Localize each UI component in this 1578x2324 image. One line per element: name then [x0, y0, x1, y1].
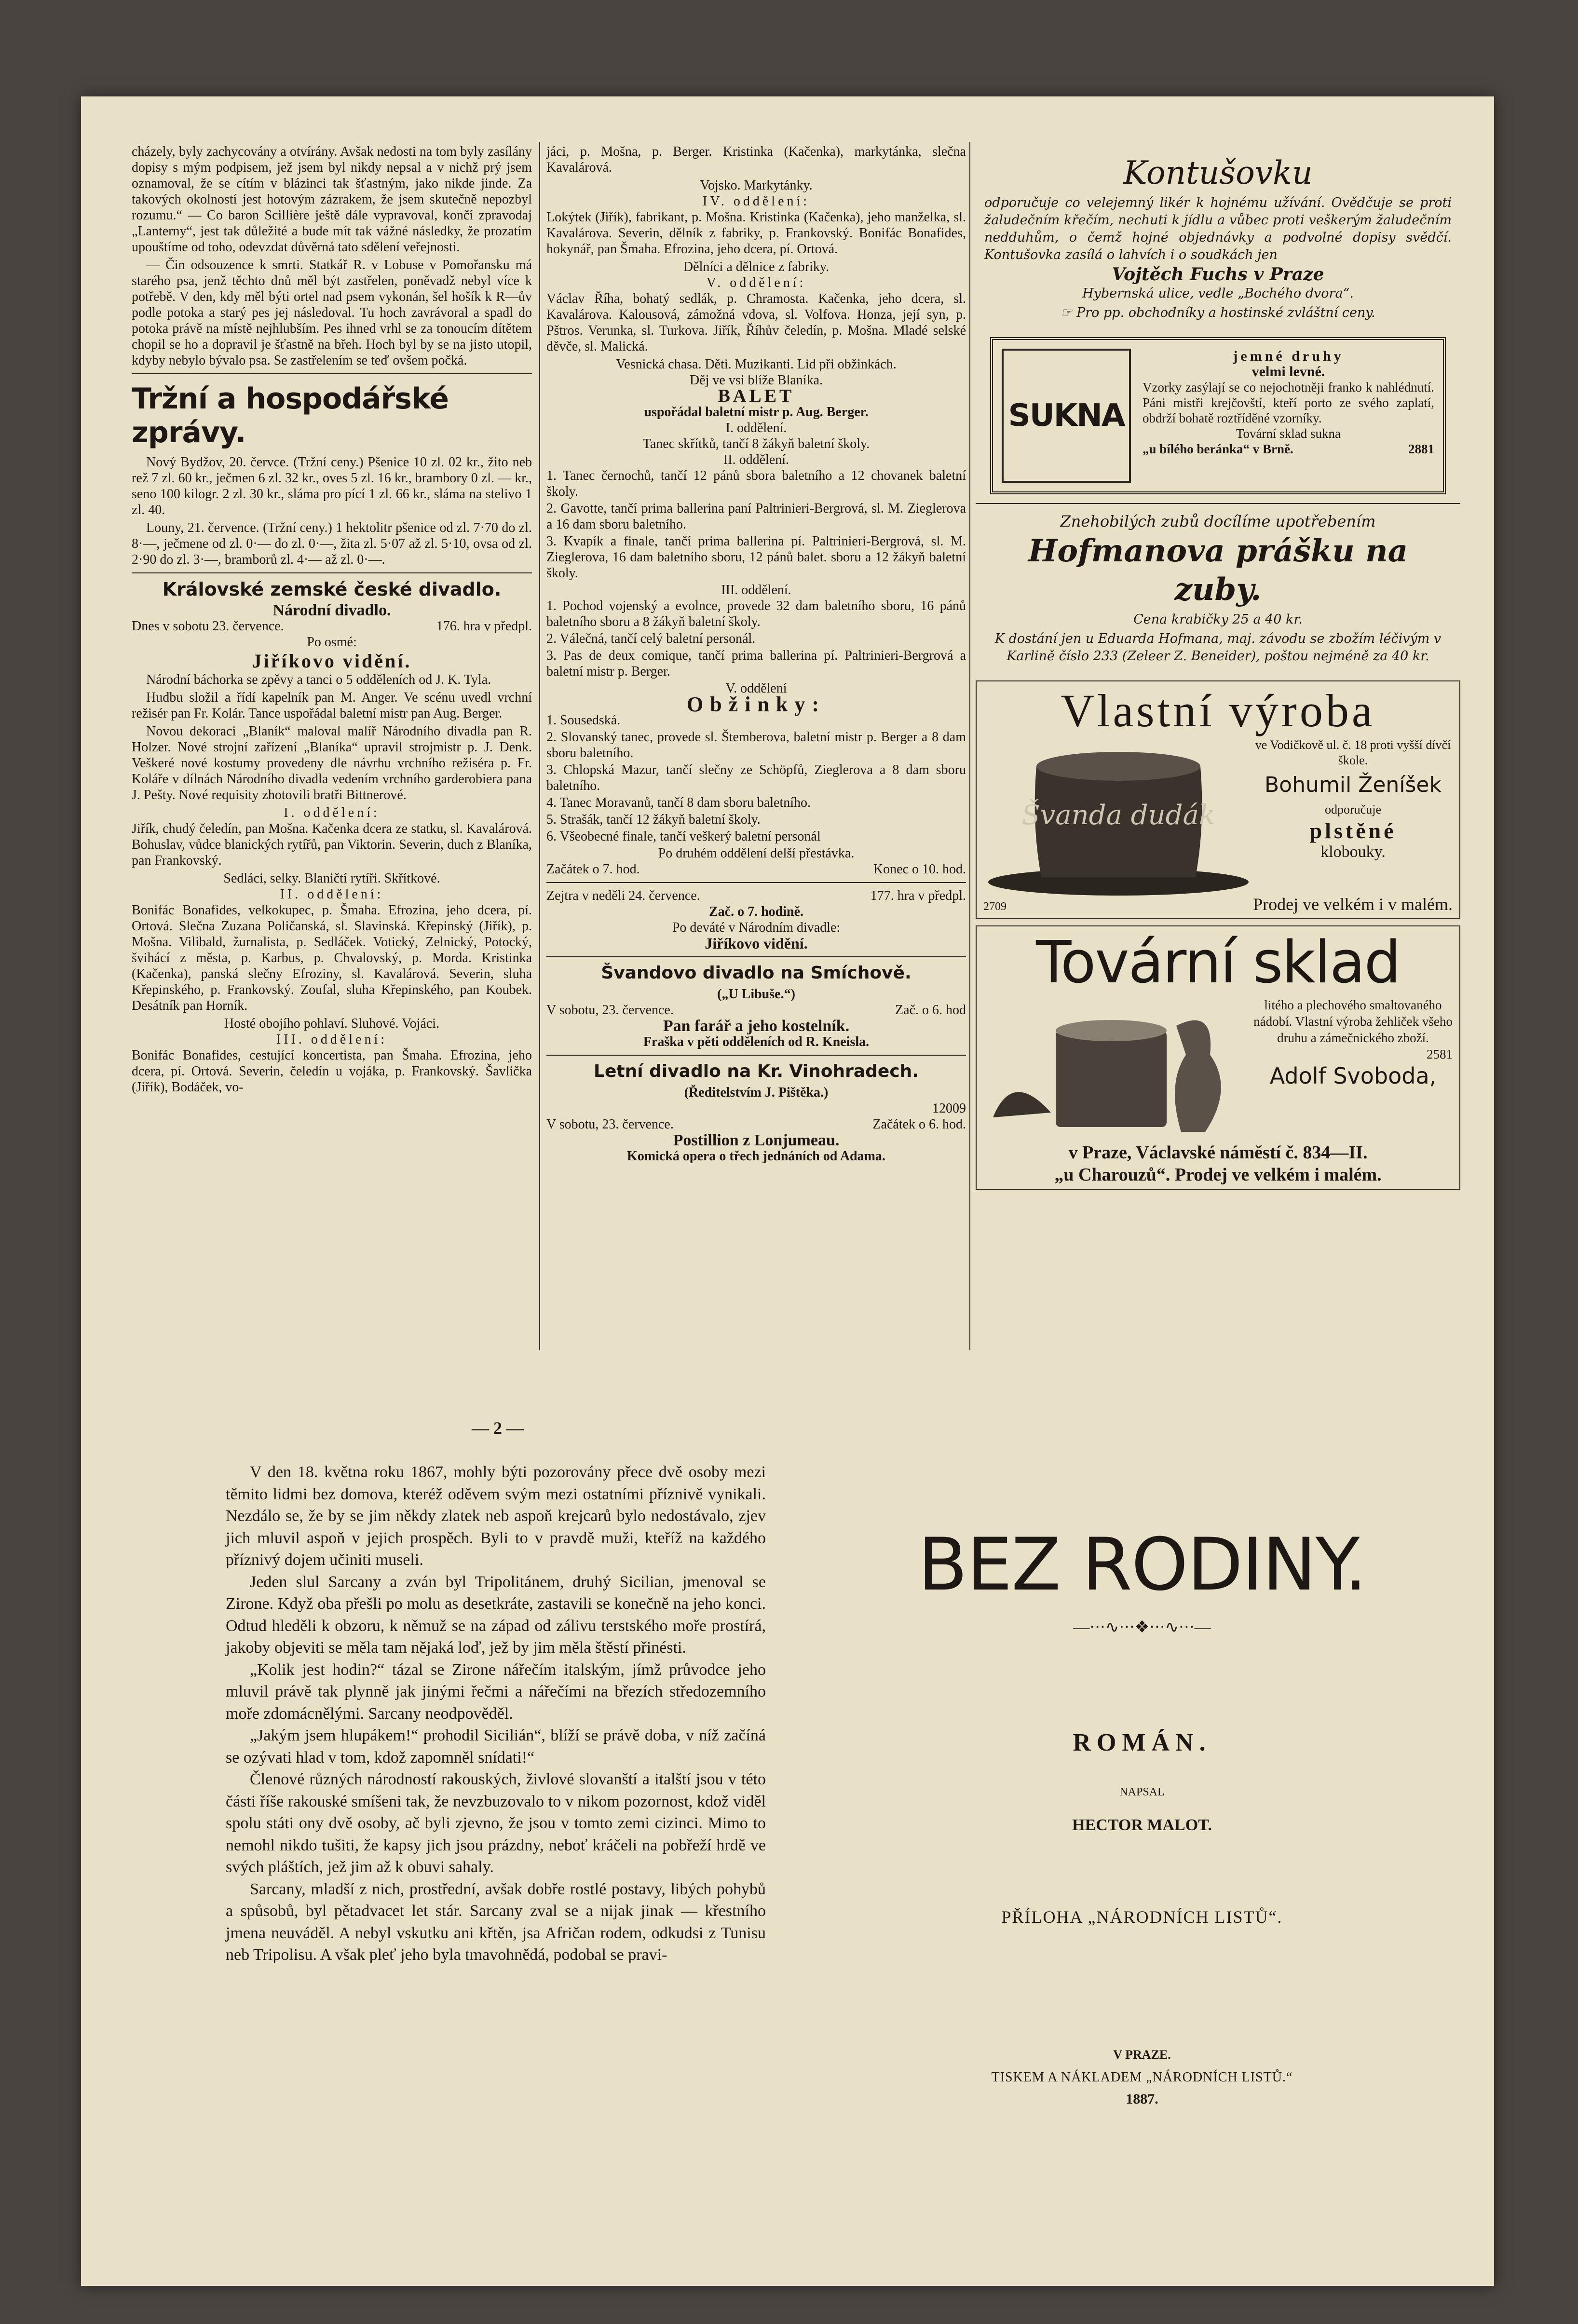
- intermission-note: Po druhém oddělení delší přestávka.: [658, 846, 855, 861]
- ad-svoboda-body: [983, 997, 1453, 1142]
- ad-sukna-addr-row: [1143, 441, 1434, 457]
- act-4-extras: Dělníci a dělnice z fabriky.: [683, 259, 830, 274]
- market-heading: Tržní a hospodářské zprávy.: [132, 382, 449, 449]
- ballet-act-3: III. oddělení.: [721, 583, 791, 598]
- novel-paragraph: „Jakým jsem hlupákem!“ prohodil Sicilián“, blíží se právě doba, v níž začíná se ozývati hlad v tom, kdož zapomněl snídati!“: [226, 1726, 766, 1767]
- novel-paragraph: Sarcany, mladší z nich, prostřední, avšak dobře rostlé postavy, libých pohybů a spůsobů, byl pětadvacet let stár. Sarcany zval se a nijak jinak — křestního jmena neuváděl. A nebyl vskutku ani křtěn, jsa Afričan rodem, odkudsi z Tunisu neb Tripolisu. A však pleť jeho byla tmavohnědá, podobal se pravi-: [226, 1880, 766, 1964]
- act-1-cast: Jiřík, chudý čeledín, pan Mošna. Kačenka dcera ze statku, sl. Kavalárová. Bohuslav, vůdce blanických rytířů, pan Viktorin. Severin, duch z Blaníka, pan Frankovský.: [132, 821, 532, 868]
- ad-svoboda-text-wrap: [1253, 997, 1453, 1142]
- act-3-cast: Bonifác Bonafides, cestující koncertista, pan Šmaha. Efrozina, jeho dcera, pí. Ortová. Severin, čeledín u vojáka, p. Frankovský. Šavlička (Jiřík), Bodáček, vo-: [132, 1048, 532, 1095]
- newspaper-sheet: [81, 96, 1494, 2286]
- divider: [546, 956, 966, 957]
- ad-zenisek-addr: ve Vodičkově ul. č. 18 proti vyšší dívčí škole.: [1255, 738, 1451, 767]
- ad-svoboda-no: 2581: [1427, 1047, 1453, 1061]
- play-setting: Děj ve vsi blíže Blaníka.: [689, 373, 823, 388]
- letni-date: V sobotu, 23. července.: [546, 1117, 674, 1132]
- novel-page: [226, 1461, 766, 1966]
- ballet-item: 5. Strašák, tančí 12 žákyň baletní školy.: [546, 812, 761, 827]
- ad-zenisek-item: plstěné: [1309, 818, 1397, 843]
- act-3-heading: III. oddělení:: [276, 1032, 388, 1047]
- tomorrow-perf-no: 177. hra v předpl.: [870, 888, 966, 903]
- tomorrow-start: Zač. o 7. hodině.: [708, 904, 804, 919]
- supplement-note: PŘÍLOHA „NÁRODNÍCH LISTŮ“.: [1001, 1907, 1283, 1927]
- letni-date-row: [546, 1116, 966, 1132]
- ballet-item: Tanec skřítků, tančí 8 žákyň baletní školy.: [642, 436, 870, 451]
- act-1-heading: I. oddělení:: [284, 805, 380, 820]
- ad-zenisek-item2: klobouky.: [1320, 843, 1386, 861]
- ballet-subheading: uspořádal baletní mistr p. Aug. Berger.: [644, 405, 869, 420]
- start-time: Začátek o 7. hod.: [546, 862, 640, 877]
- ad-zenisek-foot: Prodej ve velkém i v malém.: [1253, 895, 1453, 914]
- market-report-bydzov: Nový Bydžov, 20. červce. (Tržní ceny.) Pšenice 10 zl. 02 kr., žito neb rež 7 zl. 60 kr., ječmen 6 zl. 32 kr., oves 5 zl. 16 kr., brambory 0 zl. — kr., seno 100 kilogr. 2 zl. 30 kr., sláma pro pící 1 zl. 66 kr., sláma na stelivo 1 zl. 40.: [132, 455, 532, 517]
- ad-sukna-firm: Tovární sklad sukna: [1236, 426, 1341, 441]
- divider: [546, 882, 966, 883]
- ballet-item: 2. Válečná, tančí celý baletní personál.: [546, 631, 756, 646]
- ad-svoboda-addr2: „u Charouzů“. Prodej ve velkém i malém.: [1054, 1165, 1382, 1185]
- divider: [132, 572, 532, 573]
- ads-column: [976, 147, 1460, 1196]
- ad-sukna-body: [1143, 349, 1434, 483]
- ballet-act-2: II. oddělení.: [723, 452, 789, 467]
- act-5-cast: Václav Říha, bohatý sedlák, p. Chramosta. Kačenka, jeho dcera, sl. Kavalárova. Kalousová, zámožná vdova, sl. Volfova. Honza, její syn, p. Pštros. Verunka, sl. Turkova. Jiřík, Říhův čeledín, p. Mošna. Mladé selské děvče, sl. Malická.: [546, 291, 966, 354]
- novel-paragraph: Jeden slul Sarcany a zván byl Tripolitánem, druhý Sicilian, jmenoval se Zirone. Když oba přešli po molu as desetkráte, zastavili se konečně na jeho konci. Odtud hleděli k obzoru, k němuž se na západ od zálivu terstského moře prostírá, jakoby objeviti se měla tam nějaká loď, jež by jim měla štěstí přinésti.: [226, 1573, 766, 1657]
- theatre-perf-no: 176. hra v předpl.: [436, 619, 532, 634]
- ballet-list-2: [546, 468, 966, 581]
- ad-hofman: [976, 503, 1460, 674]
- ad-sukna-h2: velmi levné.: [1252, 364, 1325, 380]
- svanda-date: V sobotu, 23. července.: [546, 1003, 674, 1018]
- tomorrow-note: Po deváté v Národním divadle:: [672, 920, 841, 935]
- page-number: — 2 —: [472, 1418, 524, 1438]
- ad-kontusovka-firm: Vojtěch Fuchs v Praze: [1112, 264, 1324, 285]
- svanda-time: Zač. o 6. hod: [895, 1003, 966, 1018]
- play-desc-1: Národní báchorka se zpěvy a tanci o 5 odděleních od J. K. Tyla.: [146, 672, 491, 687]
- act-2-extras: Hosté obojího pohlaví. Sluhové. Vojáci.: [224, 1016, 440, 1031]
- cookware-illustration: [983, 997, 1253, 1142]
- ballet-item: 3. Pas de deux comique, tančí prima ballerina pí. Paltrinieri-Bergrová a baletní mistr p. Berger.: [546, 648, 966, 679]
- ad-sukna-text: Vzorky zasýlají se co nejochotněji franko k nahlédnutí. Páni mistři krejčovští, kteří porto ze svého zaplatí, obdrží bohatě roztříděné vzorníky.: [1143, 380, 1434, 425]
- column-rule: [539, 142, 540, 1350]
- act-4-heading: IV. oddělení:: [702, 194, 810, 209]
- ballet-item: 6. Všeobecné finale, tančí veškerý baletní personál: [546, 829, 821, 844]
- theatre-heading: Královské zemské české divadlo.: [162, 579, 502, 600]
- imprint-year: 1887.: [1126, 2091, 1158, 2107]
- ad-hofman-text: K dostání jen u Eduarda Hofmana, maj. závodu se zbožím léčivým v Karlině číslo 233 (Zeleer Z. Beneider), poštou nejméně za 40 kr.: [994, 631, 1442, 664]
- letni-heading: Letní divadlo na Kr. Vinohradech.: [594, 1061, 919, 1081]
- ad-svoboda: [976, 925, 1460, 1190]
- ballet-item: 1. Pochod vojenský a evolnce, provede 32 dam baletního sboru, 16 pánů baletního sboru a 8 žákyň baletní školy.: [546, 598, 966, 629]
- pointing-hand-icon: ☞: [1061, 305, 1077, 320]
- svanda-desc: Fraška v pěti odděleních od R. Kneisla.: [643, 1034, 870, 1049]
- theatre-time: Po osmé:: [307, 635, 357, 650]
- novel-title-page: [853, 1524, 1431, 2107]
- novel-author: HECTOR MALOT.: [1072, 1816, 1212, 1834]
- tomorrow-row: [546, 888, 966, 904]
- theatre-date: Dnes v sobotu 23. července.: [132, 619, 284, 634]
- act-5-extras: Vesnická chasa. Děti. Muzikanti. Lid při obžinkách.: [616, 357, 897, 372]
- svanda-heading: Švandovo divadlo na Smíchově.: [601, 963, 911, 983]
- svanda-date-row: [546, 1002, 966, 1018]
- theatre-subheading: Národní divadlo.: [272, 601, 391, 619]
- divider: [546, 1055, 966, 1056]
- letni-number: 12009: [932, 1101, 966, 1116]
- ad-svoboda-title: Tovární sklad: [1036, 929, 1400, 996]
- act-1-extras: Sedláci, selky. Blaničtí rytíři. Skřítkové.: [223, 871, 440, 886]
- act-2-cast: Bonifác Bonafides, velkokupec, p. Šmaha. Efrozina, jeho dcera, pí. Ortová. Slečna Zuzana Poličanská, sl. Slavinská. Křepinský (Jiřík), p. Mošna. Vilibald, žurnalista, p. Sedláček. Votický, Zelnický, Potocký, švihácí z města, p. Karbus, p. Chvalovský, p. Morda. Kristinka (Kačenka), panská slečny Efroziny, sl. Kavalárová. Severin, sluha Křepinského, p. Frankovský. Zoufal, sluha Křepinského, pan Koubek. Desátník pan Horník.: [132, 903, 532, 1013]
- act-2-heading: II. oddělení:: [280, 887, 384, 902]
- tomorrow-date: Zejtra v neděli 24. července.: [546, 888, 700, 903]
- ad-sukna: [990, 337, 1446, 494]
- ad-zenisek-body: [983, 737, 1453, 897]
- ad-kontusovka-addr: Hybernská ulice, vedle „Bochého dvora“.: [1082, 286, 1354, 301]
- letni-title: Postillion z Lonjumeau.: [673, 1131, 840, 1149]
- ad-hofman-pre: Znehobilých zubů docílíme upotřebením: [1060, 512, 1376, 530]
- ballet-act-5: V. oddělení: [725, 681, 787, 696]
- ad-svoboda-firm: Adolf Svoboda,: [1269, 1063, 1437, 1089]
- novel-title: BEZ RODINY.: [918, 1523, 1366, 1607]
- novel-paragraph: Členové různých národností rakouských, živlové slovanští a italští jsou v této části říše rakouské smíšeni tak, že nevzbuzovalo to v nikom pozornost, kdož viděl spolu státi ony dvě osoby, ač byli zjevno, že jsou v tomto zemi cizinci. Mimo to nemohl nikdo tušiti, že kapsy jich jsou prázdny, neboť kráčeli na pobřeží hrdě ve svých pláštích, jež jim až k obuvi sahaly.: [226, 1770, 766, 1876]
- divider: [132, 373, 532, 374]
- ad-zenisek-title: Vlastní výroba: [1061, 685, 1375, 736]
- ballet-item: 2. Slovanský tanec, provede sl. Štemberova, baletní mistr p. Berger a 8 dam sboru baletního.: [546, 730, 966, 761]
- ballet-item: 1. Tanec černochů, tančí 12 pánů sbora baletního a 12 chovanek baletní školy.: [546, 468, 966, 499]
- ad-sukna-no: 2881: [1408, 442, 1434, 456]
- play-desc-3: Novou dekoraci „Blaník“ maloval malíř Národního divadla pan R. Holzer. Nové strojní zařízení „Blaníka“ upravil strojmistr p. J. Denk. Veškeré nové kostumy provedeny dle návrhu vrchního režiséra p. Fr. Koláře v dílnách Národního divadla vedením vrchního garderobiera pana J. Pešty. Nové requisity zhotovili bratři Bittnerové.: [132, 724, 532, 802]
- ad-zenisek-foot-row: [983, 897, 1453, 915]
- svanda-subheading: („U Libuše.“): [717, 987, 795, 1002]
- ad-svoboda-text: litého a plechového smaltovaného nádobí. Vlastní výroba žehliček všeho druhu a zámečnického zboží.: [1253, 998, 1453, 1045]
- ad-hofman-title: Hofmanova prášku na zuby.: [1028, 533, 1408, 608]
- novel-by: NAPSAL: [1119, 1786, 1165, 1798]
- play-desc-2: Hudbu složil a řídí kapelník pan M. Anger. Ve scénu uvedl vrchní režisér pan Fr. Kolár. Tance uspořádal baletní mistr pan Aug. Berger.: [132, 690, 532, 721]
- novel-paragraph: V den 18. května roku 1867, mohly býti pozorovány přece dvě osoby mezi těmito lidmi bez domova, kteréž oděvem svým mezi ostatními příznivě vynikali. Nezdálo se, že by se jim někdy zlatek neb aspoň krejcarů bylo nedostávalo, zjev jich mluvil aspoň v jejich prospěch. Byli to v pravdě muži, kteříž na každého příznivý dojem učiniti museli.: [226, 1463, 766, 1569]
- letni-desc: Komická opera o třech jednáních od Adama.: [627, 1149, 885, 1164]
- article-dog: — Čin odsouzence k smrti. Statkář R. v Lobuse v Pomořansku má starého psa, jenž těchto dnů měl být zastřelen, poněvadž nebyl více k potřebě. V den, kdy měl býti ortel nad psem vykonán, šel hošík k R—ův podle potoka a starý pes jej následoval. Tu hoch zavrávoral a spadl do potoka právě na místě nejhlubším. Pes ihned vrhl se za tonoucím dítětem chopil se ho a dopravil je šťastně na břeh. Hoch byl by se na jisto utopil, kdyby nebylo bývalo psa. Se zastřelením se teď ovšem počká.: [132, 258, 532, 368]
- ad-zenisek-text: [1253, 737, 1453, 897]
- market-report-louny: Louny, 21. července. (Tržní ceny.) 1 hektolitr pšenice od zl. 7·70 do zl. 8·—, ječmene od zl. 0·— do zl. 0·—, žita zl. 5·07 až zl. 5·10, ovsa od zl. 2·90 do zl. 3·—, bramborů zl. 4·— až zl. 0·—.: [132, 520, 532, 567]
- ballet-list-3: [546, 598, 966, 680]
- imprint-city: V PRAZE.: [1113, 2048, 1171, 2062]
- act-3-extras: Vojsko. Markytánky.: [700, 178, 813, 193]
- end-time: Konec o 10. hod.: [873, 862, 966, 877]
- ad-zenisek-firm: Bohumil Ženíšek: [1265, 773, 1442, 797]
- ad-sukna-addr: „u bílého beránka“ v Brně.: [1143, 442, 1293, 456]
- column-1: [132, 144, 532, 1097]
- ad-sukna-logo: SUKNA: [1002, 349, 1131, 483]
- ballet-item: 1. Sousedská.: [546, 713, 621, 728]
- letni-subheading: (Ředitelstvím J. Pištěka.): [684, 1085, 829, 1100]
- novel-genre: ROMÁN.: [1073, 1729, 1211, 1756]
- ad-kontusovka-title: Kontušovku: [1123, 154, 1313, 191]
- ad-kontusovka: [976, 147, 1460, 330]
- ballet-item: 3. Chlopská Mazur, tančí slečny ze Schöpfů, Zieglerova a 8 dam sboru baletního.: [546, 762, 966, 793]
- play-title: Jiříkovo vidění.: [252, 650, 412, 672]
- imprint-printer: TISKEM A NÁKLADEM „NÁRODNÍCH LISTŮ.“: [991, 2070, 1293, 2085]
- tomorrow-title: Jiříkovo vidění.: [705, 935, 808, 952]
- ad-svoboda-addr: v Praze, Václavské náměstí č. 834—II.: [1068, 1142, 1368, 1163]
- act-4-cast: Lokýtek (Jiřík), fabrikant, p. Mošna. Kristinka (Kačenka), jeho manželka, sl. Kavalárova. Severin, dělník z fabriky, p. Frankovský. Bonifác Bonafides, hokynář, pan Šmaha. Efrozina, jeho dcera, pí. Ortová.: [546, 210, 966, 257]
- ballet-list-5: [546, 712, 966, 844]
- ad-kontusovka-note-text: Pro pp. obchodníky a hostinské zvláštní ceny.: [1076, 305, 1375, 320]
- ballet-act-1: I. oddělení.: [725, 421, 787, 435]
- show-times: [546, 861, 966, 877]
- ad-kontusovka-note: [984, 304, 1452, 322]
- svanda-title: Pan farář a jeho kostelník.: [663, 1017, 850, 1035]
- letni-time: Začátek o 6. hod.: [872, 1117, 966, 1132]
- ad-zenisek-no: 2709: [983, 900, 1007, 913]
- ad-hofman-price: Cena krabičky 25 a 40 kr.: [1133, 612, 1303, 627]
- ad-zenisek: [976, 680, 1460, 919]
- ornament-divider: —⋅⋅⋅∿⋅⋅⋅❖⋅⋅⋅∿⋅⋅⋅—: [1073, 1618, 1211, 1636]
- ballet-item: 2. Gavotte, tančí prima ballerina paní Paltrinieri-Bergrová, sl. M. Zieglerova a 16 dam sboru baletního.: [546, 501, 966, 532]
- ballet-item: 3. Kvapík a finale, tančí prima ballerina pí. Paltrinieri-Bergrová, sl. M. Zieglerova, 16 dam baletního sboru, 12 pánů balet. sboru a 12 žákyň baletní školy.: [546, 534, 966, 581]
- act-3-cast-cont: jáci, p. Mošna, p. Berger. Kristinka (Kačenka), markytánka, slečna Kavalárová.: [546, 144, 966, 175]
- top-hat-illustration: [983, 737, 1253, 897]
- theatre-date-row: [132, 618, 532, 634]
- ad-sukna-h1: jemné druhy: [1233, 348, 1344, 364]
- act-5-heading: V. oddělení:: [706, 275, 806, 290]
- obzinky-heading: Obžinky:: [686, 693, 826, 716]
- ballet-item: 4. Tanec Moravanů, tančí 8 dam sboru baletního.: [546, 795, 811, 810]
- ballet-heading: BALET: [718, 386, 795, 406]
- column-2: [546, 144, 966, 1164]
- novel-paragraph: „Kolik jest hodin?“ tázal se Zirone nářečím italským, jímž průvodce jeho mluvil právě tak plynně jak jinými řečmi a nářečími na březích středozemního moře zdomácnělými. Sarcany neodpověděl.: [226, 1660, 766, 1723]
- hat-label: Švanda dudák: [1021, 800, 1215, 831]
- ad-kontusovka-text: odporučuje co velejemný likér k hojnému užívání. Ovědčuje se proti žaludečním křečím, nechuti k jídlu a vůbec proti veškerým žaludečním nedduhům, o čemž hojné objednávky a podvolné dopisy svědčí. Kontušovka zasílá o lahvích i o soudkách jen: [984, 195, 1452, 262]
- article-continuation: cházely, byly zachycovány a otvírány. Avšak nedosti na tom byly zasílány dopisy s mým podpisem, jež jsem byl nikdy nepsal a v nichž prý jsem oznamoval, že se cítím v blázinci tak šťastným, jako nikde jinde. Za takových okolností jest hotovým zázrakem, že jsem skutečně nepozbyl rozumu.“ — Co baron Scillière ještě dále vypravoval, končí zpravodaj „Lanterny“, jest tak důležité a bude mít tak vážné následky, že prozatím upouštíme od toho, odevzdat důvěrná tato sdělení veřejnosti.: [132, 144, 532, 255]
- ad-zenisek-rec: odporučuje: [1325, 802, 1381, 816]
- column-rule: [969, 142, 970, 1350]
